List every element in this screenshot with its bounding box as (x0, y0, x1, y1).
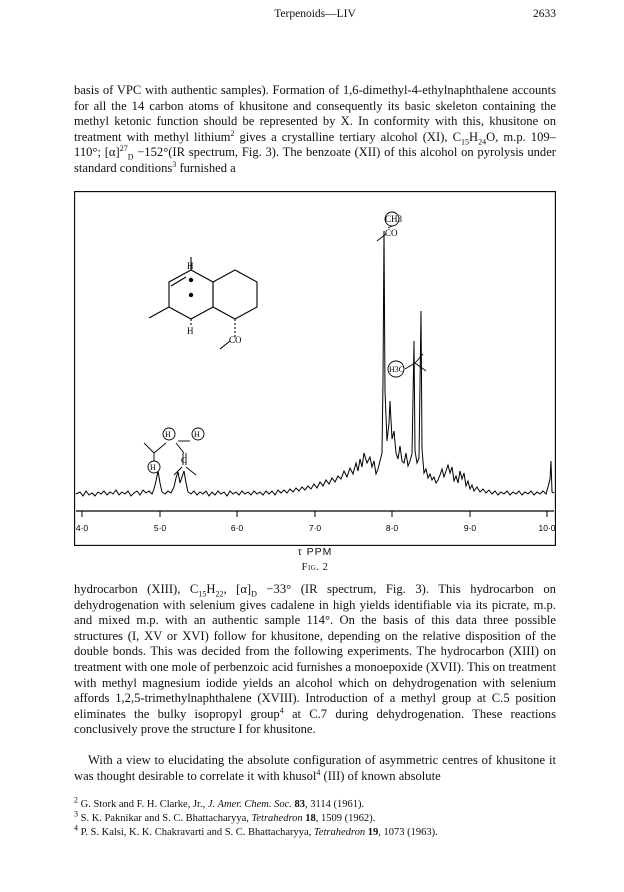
tick-label: 10·0 (538, 523, 556, 533)
reference-item: $^3$ S. K. Paknikar and S. C. Bhattacharyya, Tetrahedron 18, 1509 (1962). (74, 809, 376, 824)
h-bottom-label: H (187, 326, 194, 336)
figure-caption: Fig. 2 (301, 562, 329, 573)
running-title: Terpenoids—LIV (274, 8, 356, 20)
tick-label: 7·0 (308, 523, 322, 533)
h-top-label: H (187, 261, 194, 271)
h-label-b: H (194, 430, 200, 439)
h-label-c: H (150, 463, 156, 472)
page-number: 2633 (533, 8, 556, 20)
ch3-label: CH3 (385, 214, 403, 224)
co-label: CO (385, 228, 398, 238)
tick-label: 9·0 (463, 523, 477, 533)
footnote-references (74, 795, 556, 840)
reference-item: $^4$ P. S. Kalsi, K. K. Chakravarti and S. C. Bhattacharyya, Tetrahedron 19, 1073 (1963). (74, 823, 438, 838)
tick-label: 8·0 (385, 523, 399, 533)
stereo-dot (189, 293, 193, 297)
tick-label: 6·0 (230, 523, 244, 533)
spectrum-trace (76, 231, 554, 496)
tick-label: 5·0 (153, 523, 167, 533)
co-sub-label: CO (229, 335, 242, 345)
h-label-a: H (165, 430, 171, 439)
c-label: C (181, 456, 187, 465)
stereo-dot (189, 278, 193, 282)
running-header (74, 8, 556, 24)
paragraph-3: With a view to elucidating the absolute configuration of asymmetric centres of khusitone it was thought desirable to correlate it with khusol$^4$ (III) of known absolute (74, 753, 556, 783)
paragraph-2: hydrocarbon (XIII), $C_{15}H_{22}$, $[\alpha]_D -33^\circ$ (IR spectrum, Fig. 3). This hydrocarbon on dehydrogenation with selenium gives cadalene in high yields identifiable via its picrate, m.p. and mixed m.p. with an authentic sample 114°. On the basis of this data three possible structures (I, XV or XVI) follow for khusitone, depending on the relative disposition of the double bonds. This was decided from the following experiments. The hydrocarbon (XIII) on treatment with one mole of perbenzoic acid furnishes a monoepoxide (XVII). This on treatment with methyl magnesium iodide yields an alcohol which on dehydrogenation with selenium affords 1,2,5-trimethylnaphthalene (XVIII). Introduction of a methyl group at C.5 position eliminates the bulky isopropyl group$^4$ at C.7 during dehydrogenation. These reactions conclusively prove the structure I for khusitone. (74, 582, 557, 737)
reference-item: $^2$ G. Stork and F. H. Clarke, Jr., J. Amer. Chem. Soc. 83, 3114 (1961). (74, 795, 365, 810)
nmr-spectrum-figure (74, 191, 556, 546)
paragraph-1: basis of VPC with authentic samples). Formation of 1,6-dimethyl-4-ethylnaphthalene accounts for all the 14 carbon atoms of khusitone and consequently its basic skeleton containing the methyl ketonic function should be represented by X. In conformity with this, khusitone on treatment with methyl lithium$^2$ gives a crystalline tertiary alcohol (XI), $C_{15}H_{24}O$, m.p. 109–110°; $[\alpha]^{27}_D -152^\circ(IR$ spectrum, Fig. 3). The benzoate (XII) of this alcohol on pyrolysis under standard conditions$^3$ furnished a (74, 83, 557, 175)
axis-unit-label: τ PPM (297, 546, 333, 558)
tick-label: 4·0 (75, 523, 89, 533)
h3c-label: H3C (389, 365, 405, 374)
